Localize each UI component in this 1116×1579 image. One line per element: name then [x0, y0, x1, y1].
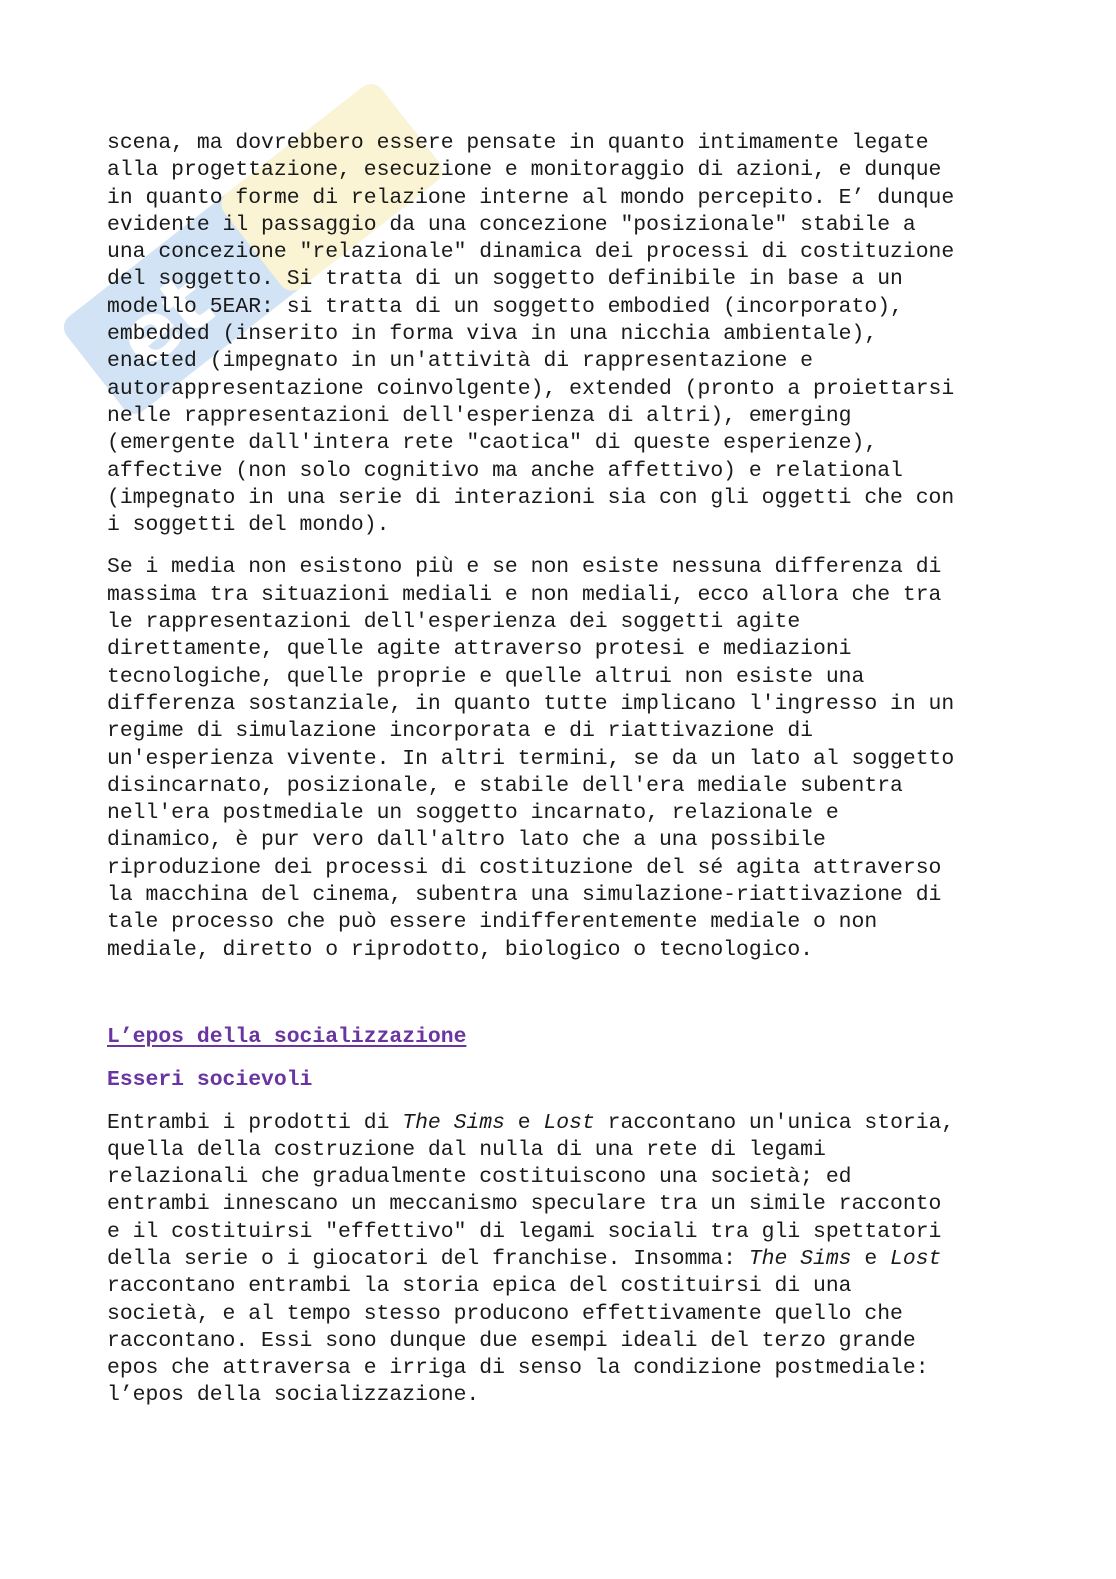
- subsection-title: Esseri socievoli: [107, 1068, 313, 1093]
- paragraph-socialization: [107, 1110, 997, 1410]
- section-title: L’epos della socializzazione: [107, 1024, 467, 1049]
- watermark-text: et: [99, 255, 230, 387]
- text-span: e: [851, 1246, 891, 1271]
- title-lost: Lost: [543, 1110, 595, 1135]
- paragraph-media-simulation: Se i media non esistono più e se non esiste nessuna differenza di massima tra situazioni mediali e non mediali, ecco allora che tra le rappresentazioni dell'esperienza dei soggetti agite direttamente, quelle agite attraverso protesi e mediazioni tecnologiche, quelle proprie e quelle altrui non esiste una differenza sostanziale, in quanto tutte implicano l'ingresso in un regime di simulazione incorporata e di riattivazione di un'esperienza vivente. In altri termini, se da un lato al soggetto disincarnato, posizionale, e stabile dell'era mediale subentra nell'era postmediale un soggetto incarnato, relazionale e dinamico, è pur vero dall'altro lato che a una possibile riproduzione dei processi di costituzione del sé agita attraverso la macchina del cinema, subentra una simulazione-riattivazione di tale processo che può essere indifferentemente mediale o non mediale, diretto o riprodotto, biologico o tecnologico.: [107, 555, 955, 962]
- text-span: e: [504, 1110, 544, 1135]
- text-span: Entrambi i prodotti di: [107, 1110, 403, 1135]
- title-lost: Lost: [890, 1246, 942, 1271]
- text-span: raccontano un'unica storia, quella della costruzione dal nulla di una rete di legami relazionali che gradualmente costituiscono una società; ed entrambi innescano un meccanismo speculare tra un simile racconto e il costituirsi "effettivo" di legami sociali tra gli spettatori della serie o i giocatori del franchise. Insomma:: [107, 1110, 955, 1271]
- title-the-sims: The Sims: [748, 1246, 852, 1271]
- document-page: [107, 130, 997, 1410]
- text-span: raccontano entrambi la storia epica del costituirsi di una società, e al tempo stesso producono effettivamente quello che raccontano. Essi sono dunque due esempi ideali del terzo grande epos che attraversa e irriga di senso la condizione postmediale: l’epos della socializzazione.: [107, 1274, 929, 1408]
- paragraph-5ear-model: scena, ma dovrebbero essere pensate in quanto intimamente legate alla progettazione, esecuzione e monitoraggio di azioni, e dunque in quanto forme di relazione interne al mondo percepito. E’ dunque evidente il passaggio da una concezione "posizionale" stabile a una concezione "relazionale" dinamica dei processi di costituzione del soggetto. Si tratta di un soggetto definibile in base a un modello 5EAR: si tratta di un soggetto embodied (incorporato), embedded (inserito in forma viva in una nicchia ambientale), enacted (impegnato in un'attività di rappresentazione e autorappresentazione coinvolgente), extended (pronto a proiettarsi nelle rappresentazioni dell'esperienza di altri), emerging (emergente dall'intera rete "caotica" di queste esperienze), affective (non solo cognitivo ma anche affettivo) e relational (impegnato in una serie di interazioni sia con gli oggetti che con i soggetti del mondo).: [107, 131, 955, 538]
- title-the-sims: The Sims: [402, 1110, 505, 1135]
